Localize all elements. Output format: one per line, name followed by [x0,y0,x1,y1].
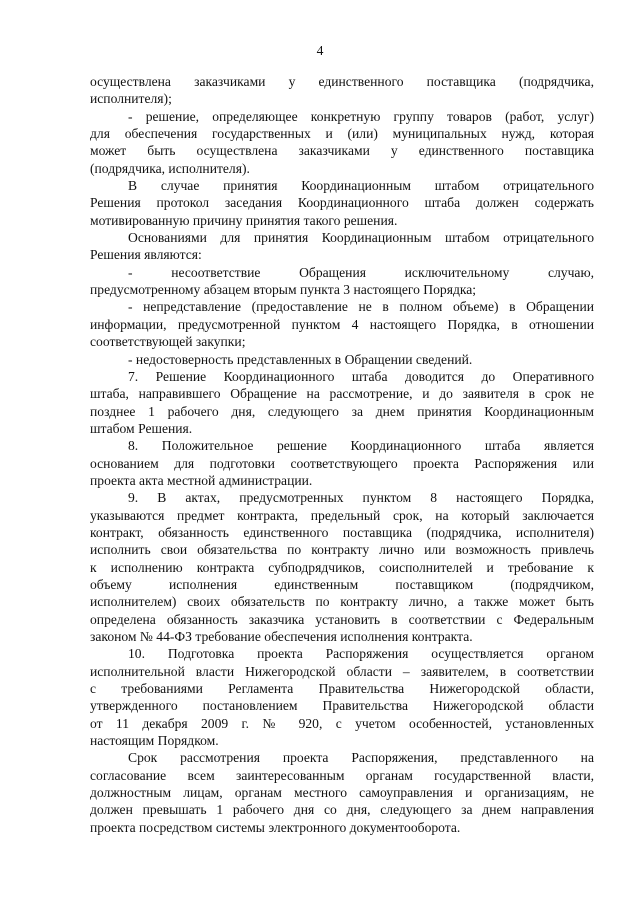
text-line: Срок рассмотрения проекта Распоряжения, представленного на [128,750,594,766]
text-line: - несоответствие Обращения исключительному случаю, [128,264,594,280]
text-line: Решения протокол заседания Координационного штаба должен содержать [90,195,594,211]
text-line: В случае принятия Координационным штабом отрицательного [128,178,594,194]
text-line: Основаниями для принятия Координационным штабом отрицательного [128,230,594,246]
text-line: основанием для подготовки соответствующего проекта Распоряжения или [90,455,594,471]
body-text [90,73,594,836]
text-line: - недостоверность представленных в Обращении сведений. [128,351,473,367]
text-line: осуществлена заказчиками у единственного поставщика (подрядчика, [90,74,594,89]
text-line: определена обязанность заказчика установить в соответствии с Федеральным [90,611,594,627]
text-line: исполнительной власти Нижегородской области – заявителем, в соответствии [90,663,594,679]
page-number: 4 [316,43,324,58]
text-line: с требованиями Регламента Правительства Нижегородской области, [90,681,594,697]
text-line: от 11 декабря 2009 г. № 920, с учетом особенностей, установленных [90,715,594,731]
text-line: 7. Решение Координационного штаба доводится до Оперативного [128,368,594,384]
text-line: 10. Подготовка проекта Распоряжения осуществляется органом [128,646,594,662]
text-line: проекта акта местной администрации. [90,472,313,488]
text-line: утвержденного постановлением Правительства Нижегородской области [90,698,594,714]
text-line: контракт, обязанность единственного поставщика (подрядчика, исполнителя) [90,524,594,540]
text-line: для обеспечения государственных и (или) муниципальных нужд, которая [90,126,594,142]
text-line: может быть осуществлена заказчиками у единственного поставщика [90,143,594,159]
text-line: к исполнению контракта субподрядчиков, соисполнителей и требование к [90,559,594,575]
text-line: исполнителя); [90,91,172,107]
text-line: мотивированную причину принятия такого решения. [90,212,398,228]
text-line: должен превышать 1 рабочего дня со дня, следующего за днем направления [90,802,594,818]
text-line: штабом Решения. [90,420,193,436]
text-line: соответствующей закупки; [90,334,246,350]
text-line: (подрядчика, исполнителя). [90,160,250,176]
text-line: исполнителем) своих обязательств по контракту лично, а также может быть [90,594,594,610]
text-line: исполнить свои обязательства по контракту лично или возможность привлечь [90,542,594,558]
text-line: позднее 1 рабочего дня, следующего за днем принятия Координационным [90,403,594,419]
text-line: должностным лицам, органам местного самоуправления и организациям, не [90,785,594,801]
text-line: объему исполнения единственным поставщиком (подрядчиком, [90,576,594,592]
text-line: законом № 44-ФЗ требование обеспечения исполнения контракта. [90,629,473,644]
text-line: - решение, определяющее конкретную группу товаров (работ, услуг) [128,108,594,124]
text-line: - непредставление (предоставление не в полном объеме) в Обращении [128,299,594,315]
text-line: 9. В актах, предусмотренных пунктом 8 настоящего Порядка, [128,490,594,506]
text-line: проекта посредством системы электронного документооборота. [90,819,461,835]
text-line: предусмотренному абзацем вторым пункта 3 настоящего Порядка; [90,282,477,298]
text-line: указываются предмет контракта, предельный срок, на который заключается [90,507,594,523]
text-line: 8. Положительное решение Координационного штаба является [128,438,594,454]
text-line: согласование всем заинтересованным органам государственной власти, [90,767,594,783]
text-line: штаба, направившего Обращение на рассмотрение, и до заявителя в срок не [90,386,594,402]
text-line: Решения являются: [90,247,202,263]
text-line: настоящим Порядком. [90,733,219,749]
text-line: информации, предусмотренной пунктом 4 настоящего Порядка, в отношении [90,316,594,332]
